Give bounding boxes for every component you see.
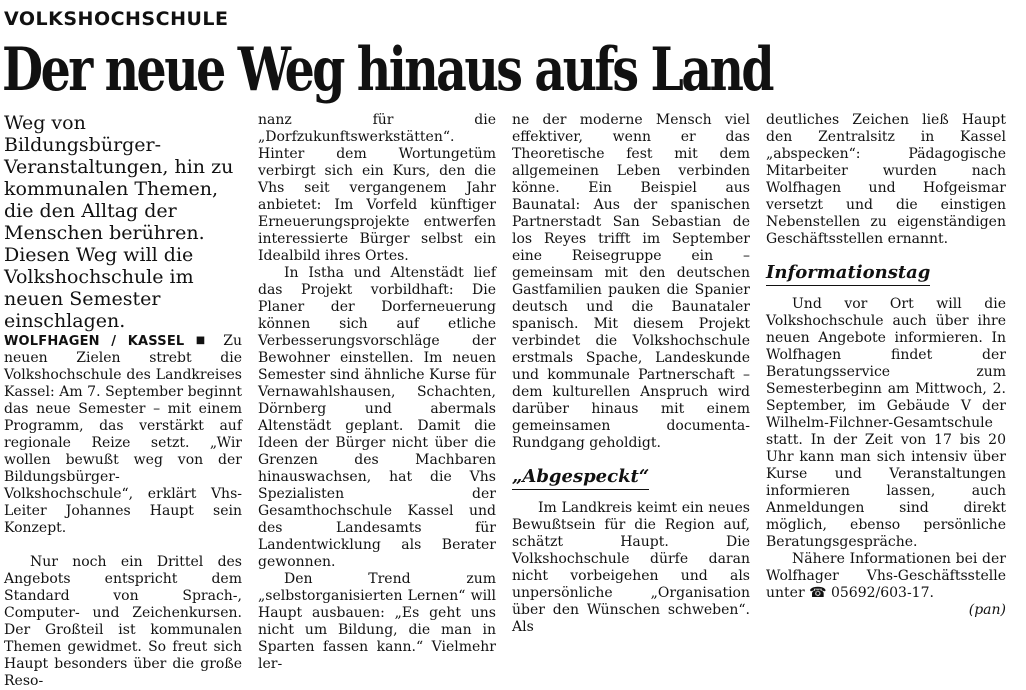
- column-1-paragraph-1: [4, 332, 242, 537]
- column-1: [4, 112, 243, 689]
- column-2-paragraph-2: In Istha und Altenstädt lief das Projekt vorbildhaft: Die Planer der Dorferneuerung können sich auf etliche Verbesserungsvorschläge der Bewohner einstellen. Im neuen Semester sind ähnliche Kurse für Vernawahlshausen, Schachten, Dörnberg und abermals Altenstädt geplant. Damit die Ideen der Bürger nicht über die Grenzen des Machbaren hinauswachsen, hat die Vhs Spezialisten der Gesamthochschule Kassel und des Landesamts für Landentwicklung als Berater gewonnen.: [258, 265, 496, 570]
- column-2: [258, 112, 496, 672]
- column-3: [512, 112, 750, 635]
- section-kicker: VOLKSHOCHSCHULE: [4, 8, 229, 30]
- column-3-paragraph-2: Im Landkreis keimt ein neues Bewußtsein für die Region auf, schätzt Haupt. Die Volkshochschule dürfe daran nicht vorbeigehen und als unpersönliche „Organisation über den Wünschen schweben“. Als: [512, 500, 750, 635]
- column-1-paragraph-2: Nur noch ein Drittel des Angebots entspricht dem Standard von Sprach-, Computer- und Zeichenkursen. Der Großteil ist kommunalen Themen gewidmet. So freut sich Haupt besonders über die große Reso-: [4, 554, 242, 689]
- subheading-abgespeckt: [512, 466, 750, 488]
- subheading-abgespeckt-text: „Abgespeckt“: [512, 466, 649, 490]
- dateline: WOLFHAGEN / KASSEL: [4, 334, 185, 349]
- column-4-paragraph-1: deutliches Zeichen ließ Haupt den Zentralsitz in Kassel „abspecken“: Pädagogische Mitarbeiter wurden nach Wolfhagen und Hofgeismar versetzt und die einstigen Nebenstellen zu eigenständigen Geschäftsstellen ernannt.: [766, 112, 1006, 247]
- subheading-informationstag-text: Informationstag: [766, 262, 930, 286]
- column-1-text-1: Zu neuen Zielen strebt die Volkshochschule des Landkreises Kassel: Am 7. September beginnt das neue Semester – mit einem Programm, das verstärkt auf regionale Reize setzt. „Wir wollen bewußt weg von der Bildungsbürger-Volkshochschule“, erklärt Vhs-Leiter Johannes Haupt sein Konzept.: [4, 333, 243, 536]
- subheading-informationstag: [766, 262, 1006, 284]
- column-2-paragraph-3: Den Trend zum „selbstorganisierten Lernen“ will Haupt ausbauen: „Es geht uns nicht um Bildung, die man in Sparten fassen kann.“ Vielmehr ler-: [258, 571, 496, 672]
- lead-paragraph: Weg von Bildungsbürger-Veranstaltungen, hin zu kommunalen Themen, die den Alltag der Menschen berühren. Diesen Weg will die Volkshochschule im neuen Semester einschlagen.: [4, 112, 234, 332]
- byline: (pan): [968, 602, 1006, 618]
- column-2-paragraph-1: nanz für die „Dorfzukunftswerkstätten“. Hinter dem Wortungetüm verbirgt sich ein Kurs, den die Vhs seit vergangenem Jahr anbietet: Im Vorfeld künftiger Erneuerungsprojekte entwerfen interessierte Bürger selbst ein Idealbild ihres Ortes.: [258, 112, 496, 264]
- dateline-bullet: ■: [195, 335, 212, 346]
- column-4-paragraph-2: Und vor Ort will die Volkshochschule auch über ihre neuen Angebote informieren. In Wolfhagen findet der Beratungsservice zum Semesterbeginn am Mittwoch, 2. September, im Gebäude V der Wilhelm-Filchner-Gesamtschule statt. In der Zeit von 17 bis 20 Uhr kann man sich intensiv über Kurse und Veranstaltungen informieren lassen, auch Anmeldungen sind direkt möglich, ebenso persönliche Beratungsgespräche.: [766, 296, 1006, 550]
- column-4: [766, 112, 1006, 632]
- column-3-paragraph-1: ne der moderne Mensch viel effektiver, wenn er das Theoretische fest mit dem allgemeinen Leben verbinden könne. Ein Beispiel aus Baunatal: Aus der spanischen Partnerstadt San Sebastian de los Reyes trifft im September eine Reisegruppe ein – gemeinsam mit den deutschen Gastfamilien pauken die Spanier deutsch und die Baunataler spanisch. Mit diesem Projekt verbindet die Volkshochschule erstmals Spache, Landeskunde und kommunale Partnerschaft – dem kulturellen Anspruch wird darüber hinaus mit einem gemeinsamen documenta-Rundgang geholdigt.: [512, 112, 750, 451]
- column-4-paragraph-3: Nähere Informationen bei der Wolfhager Vhs-Geschäftsstelle unter ☎ 05692/603-17.: [766, 551, 1006, 601]
- headline: Der neue Weg hinaus aufs Land: [2, 35, 773, 105]
